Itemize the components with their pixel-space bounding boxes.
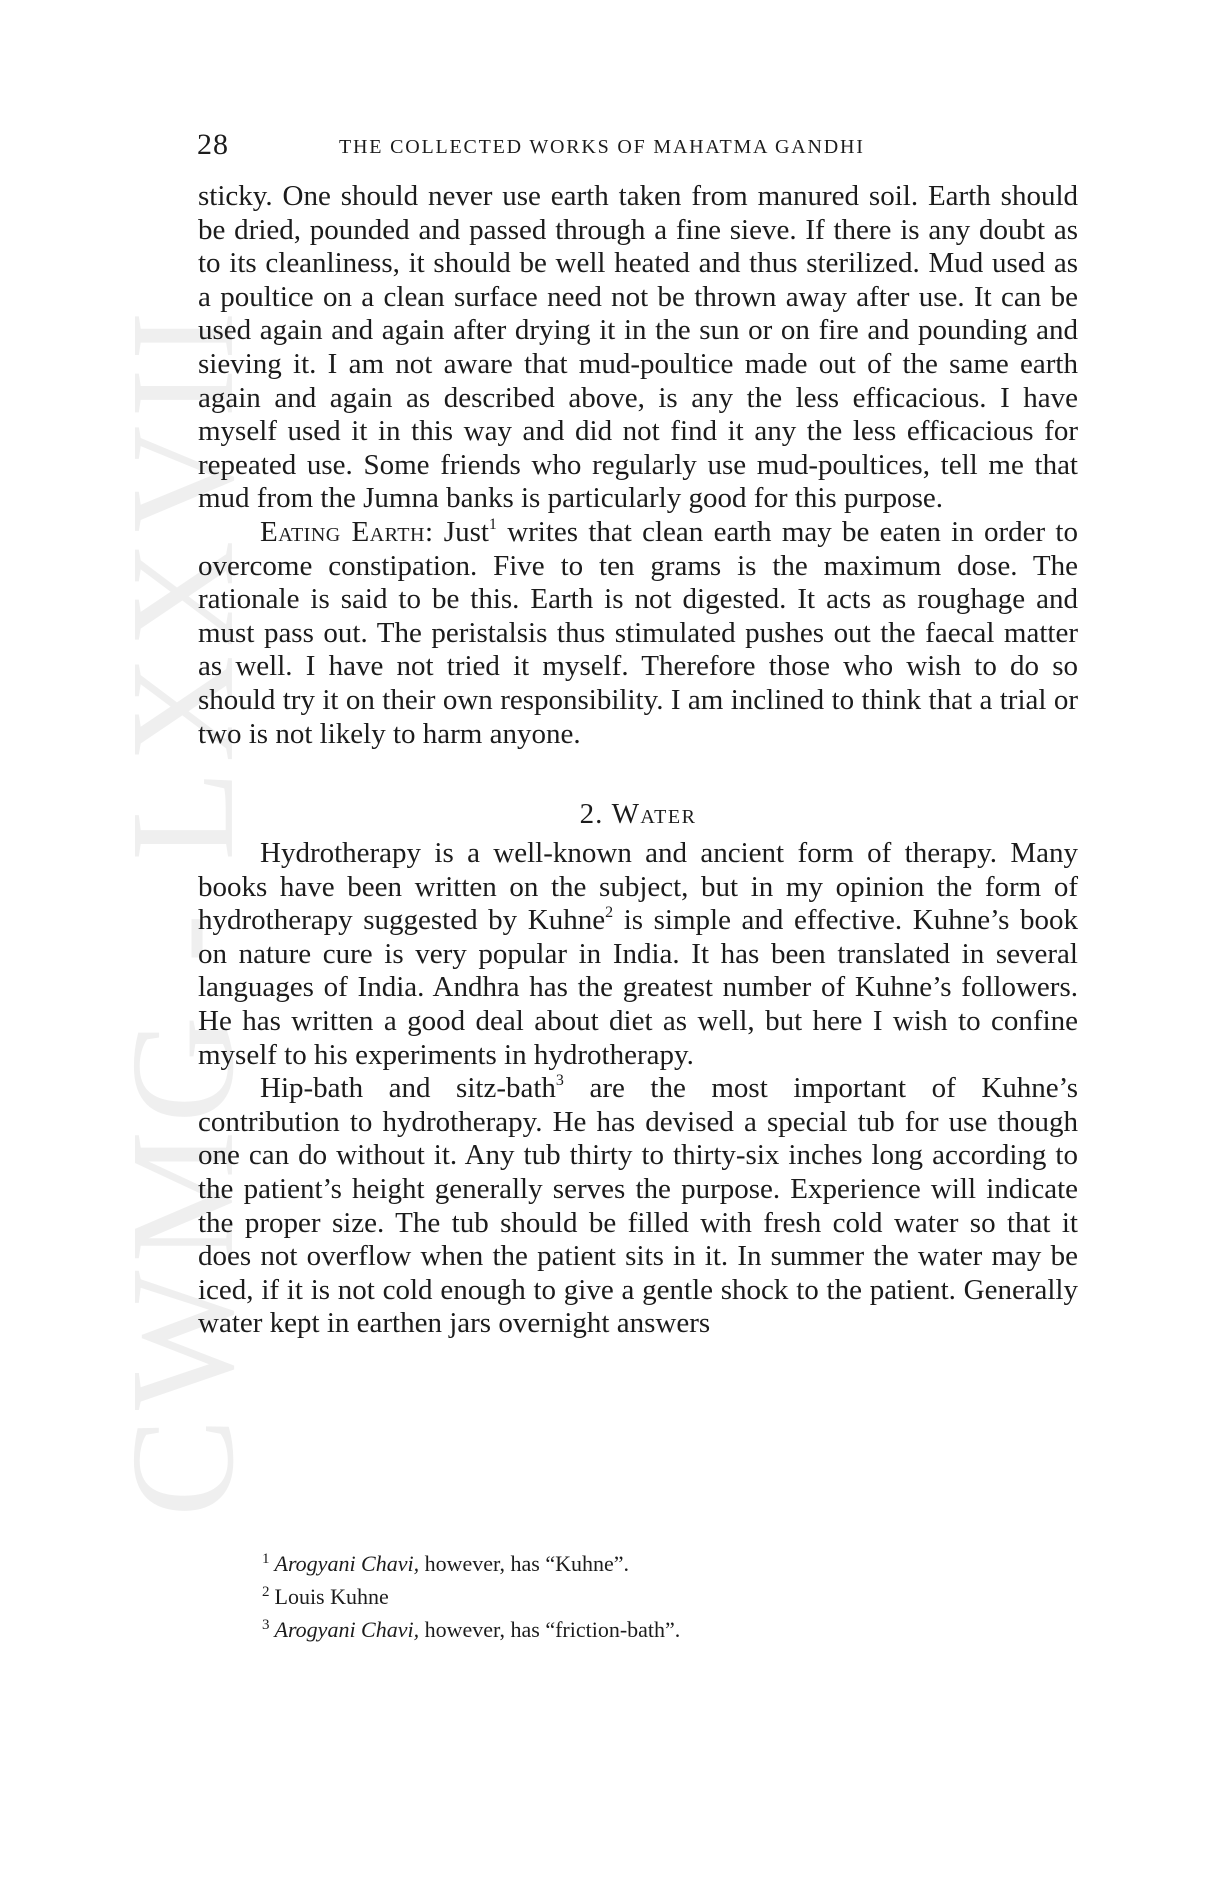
section-number: 2. — [579, 798, 604, 831]
paragraph-text: are the most important of Kuhne’s contribution to hydrotherapy. He has devised a special tub for use though one can do without it. Any tub thirty to thirty-six inches long according to the patient’s height generally serves the purpose. Experience will indicate the proper size. The tub should be filled with fresh cold water so that it does not overflow when the patient sits in it. In summer the water may be iced, if it is not cold enough to give a gentle shock to the patient. Generally water kept in earthen jars overnight answers — [198, 1072, 1078, 1340]
footnote-2 — [262, 1578, 1082, 1611]
section-title: Water — [611, 798, 697, 831]
run-in-heading: Eating Earth: — [260, 515, 434, 548]
footnote-title: Arogyani Chavi, — [274, 1551, 420, 1576]
paragraph-text: Hip-bath and sitz-bath — [260, 1072, 556, 1105]
section-heading — [198, 797, 1078, 831]
footnote-text: Louis Kuhne — [274, 1584, 389, 1609]
page-number: 28 — [197, 128, 229, 161]
footnote-reference: 1 — [488, 515, 497, 533]
footnote-number: 1 — [262, 1551, 270, 1567]
paragraph-text: Hydrotherapy is a well-known and ancient form of therapy. Many books have been written on the subject, but in my opinion the form of hydrotherapy suggested by Kuhne — [198, 837, 1078, 937]
running-head: THE COLLECTED WORKS OF MAHATMA GANDHI — [339, 136, 865, 158]
footnote-reference: 2 — [605, 904, 614, 922]
footnotes — [262, 1545, 1082, 1644]
footnote-number: 3 — [262, 1617, 270, 1633]
footnote-text: however, has “Kuhne”. — [424, 1551, 629, 1576]
paragraph-hip-bath — [198, 1072, 1078, 1341]
watermark-text: CWMG - LXXVII — [101, 303, 266, 1517]
paragraph-text: writes that clean earth may be eaten in order to overcome constipation. Five to ten grams is the maximum dose. The rationale is said to be this. Earth is not digested. It acts as roughage and must pass out. The peristalsis thus stimulated pushes out the faecal matter as well. I have not tried it myself. Therefore those who wish to do so should try it on their own responsibility. I am inclined to think that a trial or two is not likely to harm anyone. — [198, 515, 1078, 750]
footnote-number: 2 — [262, 1584, 270, 1600]
footnote-1 — [262, 1545, 1082, 1578]
page-header — [197, 128, 1082, 168]
paragraph-text: is simple and effective. Kuhne’s book on nature cure is very popular in India. It has been translated in several languages of India. Andhra has the greatest number of Kuhne’s followers. He has written a good deal about diet as well, but here I wish to confine myself to his experiments in hydrotherapy. — [198, 904, 1078, 1071]
body-text — [198, 180, 1078, 1341]
footnote-3 — [262, 1611, 1082, 1644]
paragraph-eating-earth — [198, 516, 1078, 751]
footnote-text: however, has “friction-bath”. — [424, 1617, 681, 1642]
paragraph-mud-poultice: sticky. One should never use earth taken from manured soil. Earth should be dried, pounded and passed through a fine sieve. If there is any doubt as to its cleanliness, it should be well heated and thus sterilized. Mud used as a poultice on a clean surface need not be thrown away after use. It can be used again and again after drying it in the sun or on fire and pounding and sieving it. I am not aware that mud-poultice made out of the same earth again and again as described above, is any the less efficacious. I have myself used it in this way and did not find it any the less efficacious for repeated use. Some friends who regularly use mud-poultices, tell me that mud from the Jumna banks is particularly good for this purpose. — [198, 180, 1078, 515]
paragraph-text: Just — [443, 515, 489, 548]
footnote-reference: 3 — [555, 1072, 564, 1090]
footnote-title: Arogyani Chavi, — [274, 1617, 420, 1642]
paragraph-hydrotherapy — [198, 837, 1078, 1072]
